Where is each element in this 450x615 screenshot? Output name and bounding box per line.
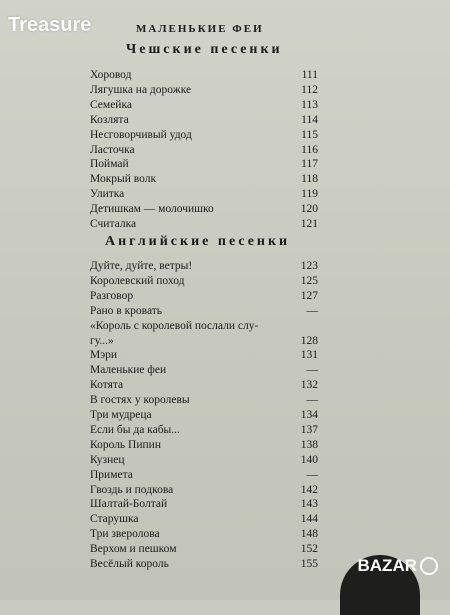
english-toc-row xyxy=(90,542,318,556)
toc-entry-title: Весёлый король xyxy=(90,558,169,570)
toc-entry-page: 117 xyxy=(301,158,318,171)
czech-toc-row xyxy=(90,143,318,157)
english-toc-row xyxy=(90,334,318,348)
toc-entry-page: 143 xyxy=(300,498,318,511)
english-toc-row xyxy=(90,289,318,303)
toc-entry-page: 132 xyxy=(300,379,318,392)
czech-toc-row xyxy=(90,202,318,216)
toc-entry-title: Мэри xyxy=(90,349,118,362)
toc-entry-page: 125 xyxy=(300,274,318,287)
toc-entry-title: Мокрый волк xyxy=(90,173,157,186)
toc-entry-page: 142 xyxy=(300,483,318,496)
toc-entry-title: Семейка xyxy=(90,98,132,111)
czech-toc-row xyxy=(90,113,318,127)
english-toc-row xyxy=(90,319,318,333)
toc-entry-page: 137 xyxy=(300,423,318,436)
czech-toc-row xyxy=(90,128,318,142)
toc-entry-page: 148 xyxy=(300,528,318,541)
toc-entry-title: Поймай xyxy=(90,158,129,171)
toc-entry-page: 115 xyxy=(301,128,318,141)
english-toc-row xyxy=(90,363,318,377)
toc-entry-page: 118 xyxy=(301,173,318,186)
english-toc-row xyxy=(90,393,318,407)
toc-entry-title: Хоровод xyxy=(90,69,132,81)
english-toc-row xyxy=(90,274,318,288)
czech-toc-row xyxy=(90,68,318,82)
english-toc-row xyxy=(90,259,318,273)
czech-toc-row xyxy=(90,98,318,112)
toc-entry-title: Старушка xyxy=(90,513,139,526)
toc-entry-page: 128 xyxy=(300,334,318,347)
toc-entry-title: Лягушка на дорожке xyxy=(90,83,192,96)
smile-icon xyxy=(420,557,438,575)
book-title: МАЛЕНЬКИЕ ФЕИ xyxy=(136,23,264,35)
toc-entry-title: Рано в кровать xyxy=(90,304,163,317)
toc-entry-title: Если бы да кабы... xyxy=(90,423,180,436)
toc-entry-page: 120 xyxy=(300,203,318,216)
english-toc-row xyxy=(90,483,318,497)
toc-entry-title: Ласточка xyxy=(90,143,135,156)
english-toc-row xyxy=(90,423,318,437)
english-toc-row xyxy=(90,378,318,392)
watermark-bazar-text: BAZAR xyxy=(357,556,417,575)
toc-entry-page: 111 xyxy=(301,69,318,81)
toc-entry-title: Кузнец xyxy=(90,453,125,466)
toc-entry-title: Три зверолова xyxy=(90,528,160,541)
toc-entry-title: Королевский поход xyxy=(90,274,185,287)
toc-entry-title: гу...» xyxy=(90,334,114,347)
toc-entry-title: В гостях у королевы xyxy=(90,394,190,407)
toc-entry-page: 127 xyxy=(300,289,318,302)
english-toc-row xyxy=(90,512,318,526)
english-toc-row xyxy=(90,557,318,571)
czech-toc-row xyxy=(90,217,318,231)
toc-entry-title: Считалка xyxy=(90,218,137,230)
english-toc-row xyxy=(90,348,318,362)
toc-entry-title: Маленькие феи xyxy=(90,364,167,377)
toc-entry-page: 116 xyxy=(301,143,318,156)
english-toc-row xyxy=(90,468,318,482)
english-toc-row xyxy=(90,438,318,452)
toc-entry-title: «Король с королевой послали слу- xyxy=(90,319,259,332)
toc-entry-title: Козлята xyxy=(90,113,129,126)
toc-entry-page: 113 xyxy=(301,98,318,111)
toc-entry-page: — xyxy=(306,304,318,317)
english-toc-row xyxy=(90,453,318,467)
toc-entry-title: Улитка xyxy=(90,188,125,201)
toc-entry-title: Детишкам — молочишко xyxy=(90,203,214,216)
toc-entry-title: Три мудреца xyxy=(90,409,152,421)
toc-entry-page: 134 xyxy=(300,409,318,421)
section-heading-czech: Чешские песенки xyxy=(126,42,283,57)
toc-entry-title: Шалтай-Болтай xyxy=(90,498,168,511)
toc-entry-title: Верхом и пешком xyxy=(90,543,177,556)
toc-entry-page: 131 xyxy=(300,349,318,362)
czech-toc-row xyxy=(90,157,318,171)
watermark-bazar xyxy=(358,556,439,576)
toc-entry-title: Дуйте, дуйте, ветры! xyxy=(90,260,193,272)
english-toc-row xyxy=(90,408,318,422)
watermark-treasure: Treasure xyxy=(8,14,92,36)
czech-toc-row xyxy=(90,83,318,97)
english-toc-row xyxy=(90,527,318,541)
toc-entry-title: Котята xyxy=(90,379,124,392)
czech-toc-row xyxy=(90,187,318,201)
toc-entry-page: 112 xyxy=(301,83,318,96)
english-toc-row xyxy=(90,304,318,318)
toc-entry-page: 114 xyxy=(301,113,318,126)
toc-entry-page: 144 xyxy=(300,513,318,526)
toc-entry-page: 123 xyxy=(300,260,318,272)
toc-entry-title: Разговор xyxy=(90,289,134,302)
toc-entry-title: Несговорчивый удод xyxy=(90,128,192,141)
toc-entry-page: 121 xyxy=(300,218,318,230)
toc-entry-page: — xyxy=(306,468,318,481)
toc-entry-page: 138 xyxy=(300,438,318,451)
toc-entry-page: 119 xyxy=(301,188,318,201)
toc-entry-title: Примета xyxy=(90,468,133,481)
section-heading-english: Английские песенки xyxy=(105,234,291,249)
toc-entry-title: Король Пипин xyxy=(90,438,161,451)
toc-entry-title: Гвоздь и подкова xyxy=(90,483,174,496)
toc-entry-page: 140 xyxy=(300,453,318,466)
english-toc-row xyxy=(90,497,318,511)
toc-entry-page: — xyxy=(306,394,318,407)
toc-entry-page: 155 xyxy=(300,558,318,570)
toc-entry-page: — xyxy=(306,364,318,377)
czech-toc-row xyxy=(90,172,318,186)
toc-entry-page: 152 xyxy=(300,543,318,556)
